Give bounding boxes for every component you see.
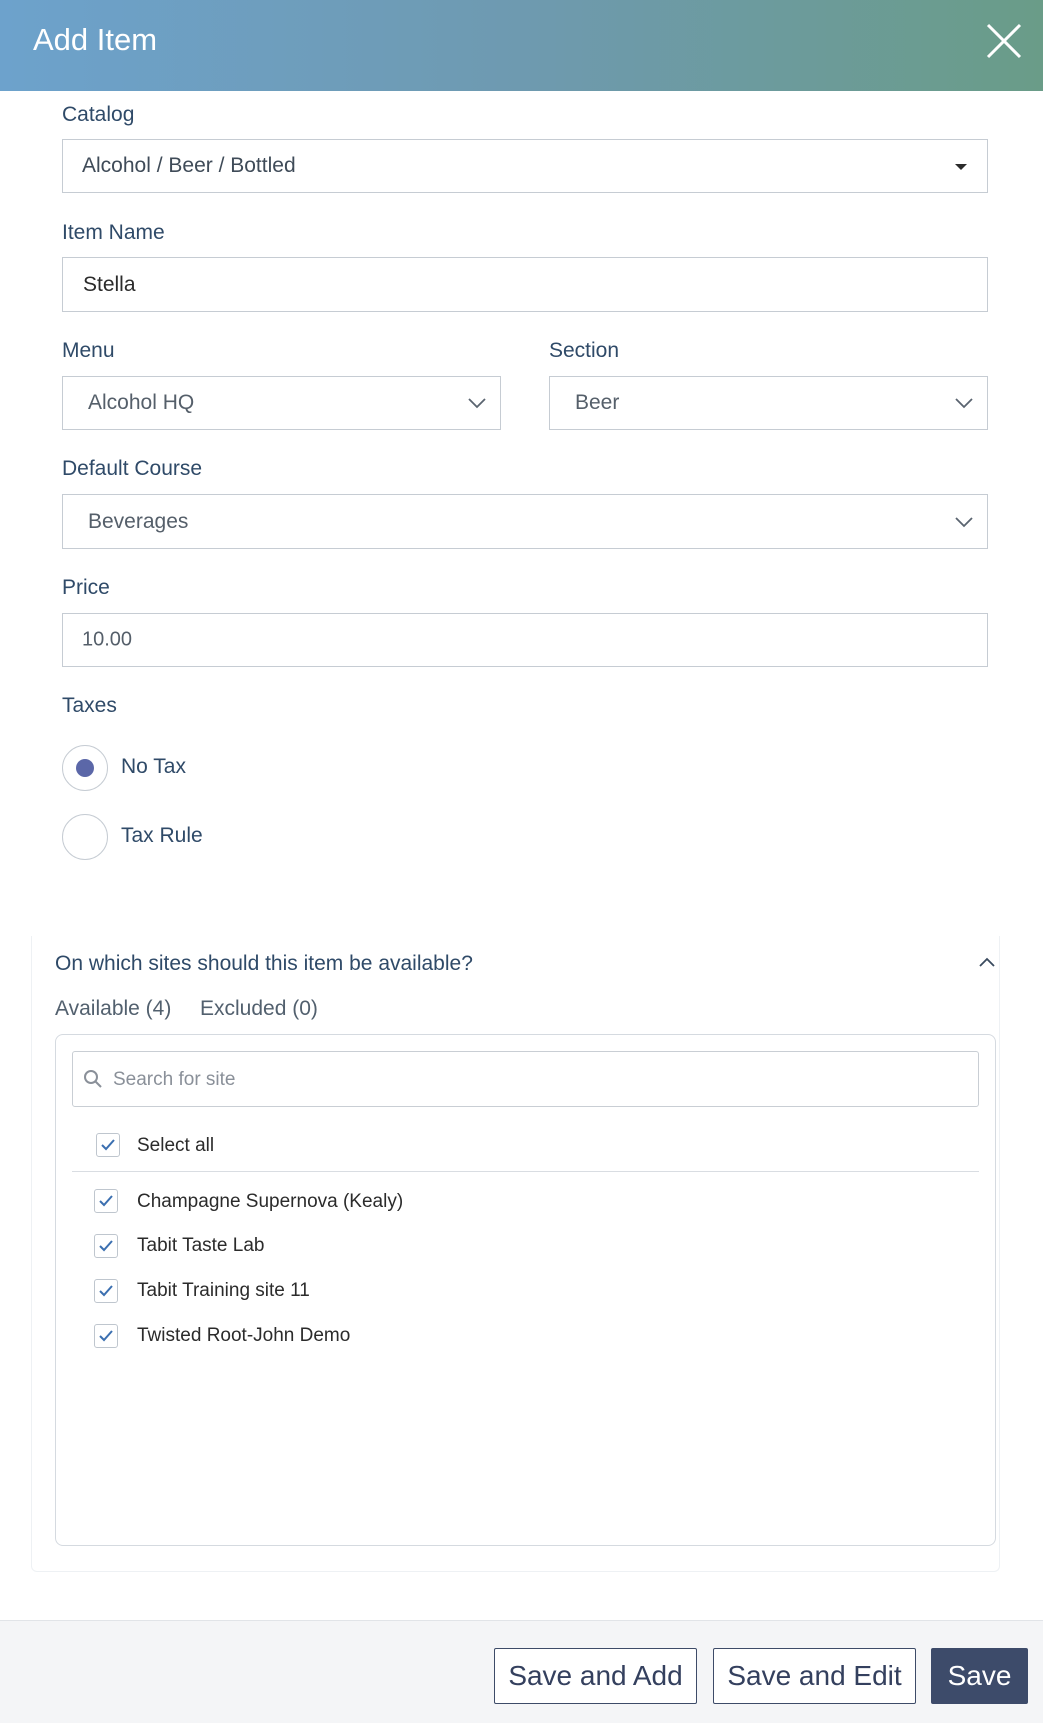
tab-available[interactable]: Available (4) — [55, 997, 172, 1020]
price-input[interactable] — [62, 613, 988, 667]
default-course-select[interactable] — [62, 494, 988, 549]
save-and-edit-button[interactable]: Save and Edit — [713, 1648, 916, 1704]
site-checkbox[interactable] — [94, 1279, 118, 1303]
taxes-label: Taxes — [62, 694, 117, 717]
no-tax-radio[interactable] — [62, 745, 108, 791]
site-item-label[interactable]: Tabit Taste Lab — [137, 1235, 265, 1256]
site-checkbox[interactable] — [94, 1324, 118, 1348]
select-all-label[interactable]: Select all — [137, 1135, 215, 1156]
chevron-up-icon[interactable] — [979, 954, 995, 972]
select-all-checkbox[interactable] — [96, 1133, 120, 1157]
item-name-value: Stella — [83, 272, 136, 296]
menu-select[interactable] — [62, 376, 501, 430]
save-button[interactable]: Save — [931, 1648, 1028, 1704]
site-checkbox[interactable] — [94, 1189, 118, 1213]
tax-rule-label[interactable]: Tax Rule — [121, 824, 203, 847]
chevron-down-icon — [955, 391, 973, 415]
close-icon[interactable] — [983, 20, 1025, 62]
radio-selected-dot — [76, 759, 94, 777]
caret-down-icon — [955, 164, 967, 170]
menu-value: Alcohol HQ — [88, 391, 195, 414]
checkmark-icon — [98, 1239, 114, 1253]
item-name-input[interactable] — [62, 257, 988, 312]
menu-label: Menu — [62, 339, 115, 362]
catalog-label: Catalog — [62, 103, 135, 126]
default-course-value: Beverages — [88, 509, 189, 533]
catalog-value: Alcohol / Beer / Bottled — [82, 154, 296, 177]
section-label: Section — [549, 339, 620, 362]
site-item-label[interactable]: Tabit Training site 11 — [137, 1280, 310, 1301]
default-course-label: Default Course — [62, 457, 203, 480]
chevron-down-icon — [468, 391, 486, 415]
checkmark-icon — [98, 1284, 114, 1298]
section-value: Beer — [575, 391, 620, 414]
catalog-select[interactable] — [62, 139, 988, 193]
site-item-label[interactable]: Champagne Supernova (Kealy) — [137, 1191, 404, 1212]
checkmark-icon — [98, 1329, 114, 1343]
dialog-header — [0, 0, 1043, 91]
checkmark-icon — [100, 1138, 116, 1152]
no-tax-label[interactable]: No Tax — [121, 755, 186, 778]
dialog-title: Add Item — [33, 22, 158, 57]
tax-rule-radio[interactable] — [62, 814, 108, 860]
tab-excluded[interactable]: Excluded (0) — [200, 997, 318, 1020]
price-value: 10.00 — [82, 628, 133, 651]
sites-question[interactable]: On which sites should this item be available? — [55, 952, 473, 975]
chevron-down-icon — [955, 510, 973, 534]
search-input[interactable] — [111, 1052, 965, 1108]
save-and-add-button[interactable]: Save and Add — [494, 1648, 697, 1704]
site-search[interactable] — [72, 1051, 979, 1107]
site-checkbox[interactable] — [94, 1234, 118, 1258]
section-select[interactable] — [549, 376, 988, 430]
divider — [72, 1171, 979, 1172]
checkmark-icon — [98, 1194, 114, 1208]
price-label: Price — [62, 576, 110, 599]
item-name-label: Item Name — [62, 221, 165, 244]
site-item-label[interactable]: Twisted Root-John Demo — [137, 1325, 351, 1346]
search-icon — [83, 1069, 103, 1094]
